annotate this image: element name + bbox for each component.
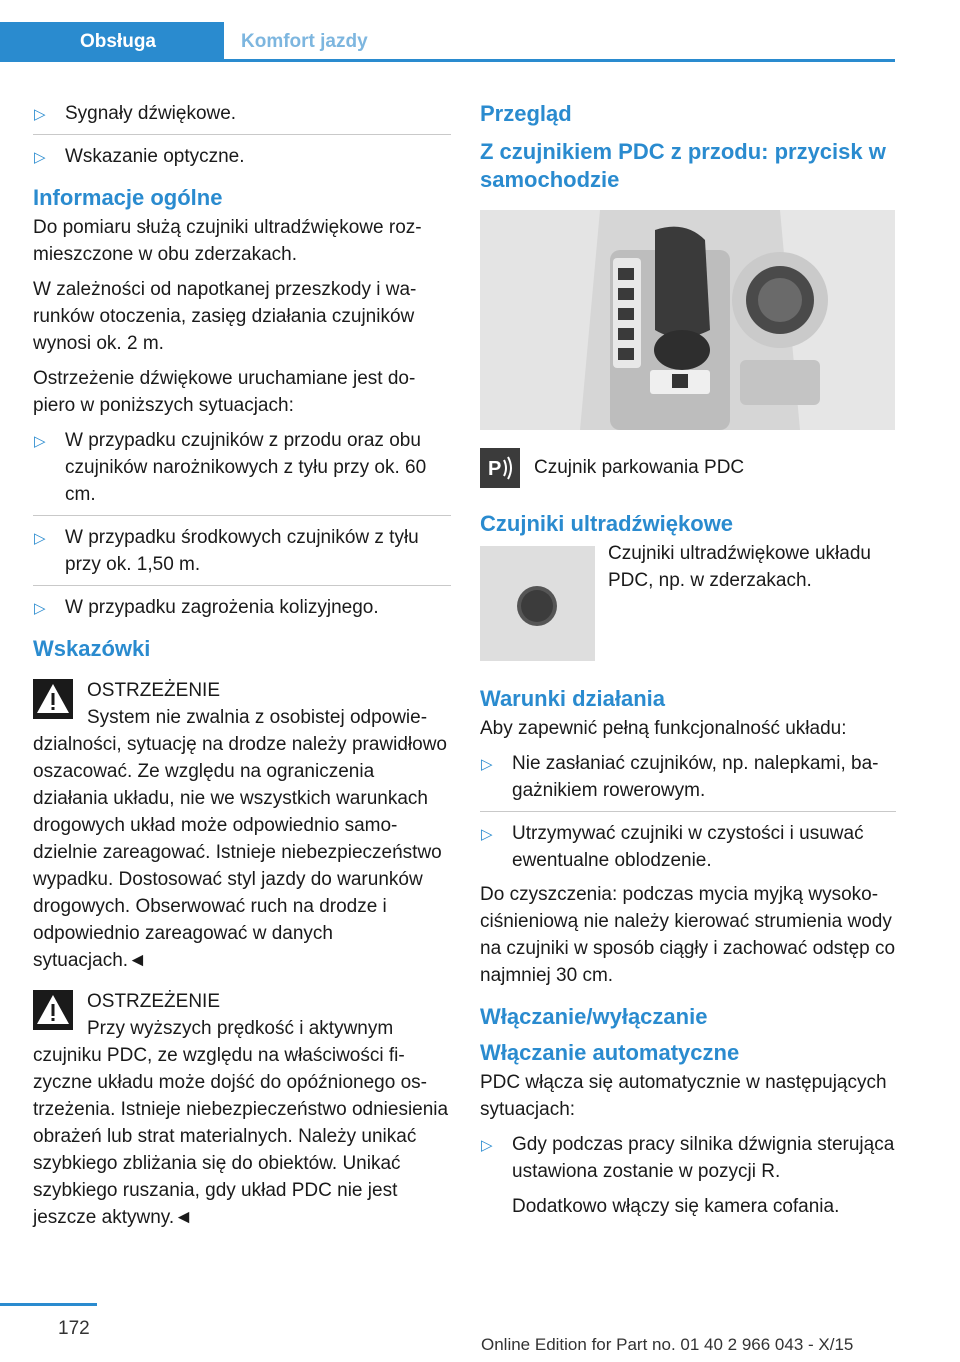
list-item-note: Dodatkowo włączy się kamera cofania. [512,1196,840,1217]
list-item: ▷ Sygnały dźwiękowe. [33,100,451,127]
warning-title: OSTRZEŻENIE [87,680,221,701]
section-heading-overview: Przegląd [480,101,572,126]
gear-selector-photo [480,210,895,430]
warning-text: Przy wyższych prędkość i aktywnym czujniku PDC, ze względu na właściwości fizyczne układu może dojść do opóźnionego ostrzeżenia. Istnieje niebezpieczeństwo odniesienia obrażeń lub strat materialnych. Należy unikać szybkiego zbliżania się do obiektów. Unikać szybkiego ruszania, gdy układ PDC nie jest jeszcze aktywny.◄ [33,1018,449,1228]
section-heading-sensors: Czujniki ultradźwiękowe [480,511,734,536]
list-item: ▷ W przypadku zagrożenia kolizyjnego. [33,594,451,621]
warning-icon [33,679,73,719]
list-item: ▷ Gdy podczas pracy silnika dźwignia sterująca ustawiona zostanie w pozycji R. Dodatkowo włączy się kamera cofania. [480,1131,896,1220]
divider [33,585,451,586]
bullet-triangle-icon: ▷ [481,1137,493,1154]
header-rule [0,59,895,62]
divider [33,515,451,516]
bullet-triangle-icon: ▷ [481,756,493,773]
pdc-button-label: Czujnik parkowania PDC [534,457,745,478]
sensor-photo [480,546,595,661]
footer-rule [0,1303,97,1306]
warning-title: OSTRZEŻENIE [87,991,221,1012]
warning-text: System nie zwalnia z osobistej odpowiedzialności, sytuację na drodze należy prawidłowo oszacować. Ze względu na ograniczenia działania układu, nie we wszystkich warunkach drogowych układ może odpowiednio samodzielnie zareagować. Istnieje niebezpieczeństwo wypadku. Dostosować styl jazdy do warunków drogowych. Obserwować ruch na drodze i odpowiednio zareagować w danych sytuacjach.◄ [33,707,448,971]
paragraph: PDC włącza się automatycznie w następujących sytuacjach: [480,1072,887,1120]
svg-text:P: P [488,458,502,480]
paragraph: Do pomiaru służą czujniki ultradźwiękowe rozmieszczone w obu zderzakach. [33,217,422,265]
subheading-auto: Włączanie automatyczne [480,1040,740,1065]
header-tabs [0,22,895,62]
list-item: ▷ W przypadku środkowych czujników z tyłu przy ok. 1,50 m. [34,527,419,575]
paragraph: Aby zapewnić pełną funkcjonalność układu: [480,718,847,739]
paragraph: Ostrzeżenie dźwiękowe uruchamiane jest dopiero w poniższych sytuacjach: [33,368,416,416]
page-number: 172 [58,1318,90,1339]
paragraph: Do czyszczenia: podczas mycia myjką wysokociśnieniową nie należy kierować strumienia wody na czujniki w sposób ciągły i zachować odstęp co najmniej 30 cm. [480,884,896,986]
list-item: ▷ Nie zasłaniać czujników, np. nalepkami, bagażnikiem rowerowym. [481,753,879,801]
subheading-front-pdc: Z czujnikiem PDC z przodu: przycisk w samochodzie [480,139,886,192]
signal-list [33,100,451,170]
warning-icon [33,990,73,1030]
pdc-parking-icon [480,448,520,488]
bullet-triangle-icon: ▷ [34,600,46,617]
auto-list [480,1131,896,1220]
situation-list [33,427,451,621]
left-column [33,100,451,1239]
bullet-triangle-icon: ▷ [34,433,46,450]
bullet-triangle-icon: ▷ [34,530,46,547]
ultrasonic-sensor-image [480,546,595,661]
bullet-triangle-icon: ▷ [34,149,46,166]
conditions-list [480,750,896,874]
section-heading-conditions: Warunki działania [480,686,666,711]
divider [33,134,451,135]
divider [480,811,896,812]
bullet-triangle-icon: ▷ [34,106,46,123]
warning-block [33,988,451,1231]
section-heading-general: Informacje ogólne [33,185,223,210]
tab-komfort-jazdy[interactable]: Komfort jazdy [241,31,368,52]
list-item: ▷ Utrzymywać czujniki w czystości i usuwać ewentualne oblodzenie. [481,823,864,871]
pdc-button-legend [480,448,896,488]
section-heading-onoff: Włączanie/wyłączanie [480,1004,708,1029]
center-console-image [480,210,895,430]
list-item: ▷ Wskazanie optyczne. [33,143,451,170]
edition-footer: Online Edition for Part no. 01 40 2 966 043 - X/15 [481,1335,854,1354]
bullet-triangle-icon: ▷ [481,826,493,843]
section-heading-tips: Wskazówki [33,636,151,661]
sensor-description: Czujniki ultradźwiękowe układu PDC, np. w zderzakach. [608,543,871,591]
list-item: ▷ W przypadku czujników z przodu oraz obu czujników narożnikowych z tyłu przy ok. 60 cm. [34,430,427,505]
right-column [480,100,896,1227]
paragraph: W zależności od napotkanej przeszkody i warunków otoczenia, zasięg działania czujników wynosi ok. 2 m. [33,279,417,354]
tab-obsluga[interactable]: Obsługa [0,22,224,62]
warning-block [33,677,451,974]
